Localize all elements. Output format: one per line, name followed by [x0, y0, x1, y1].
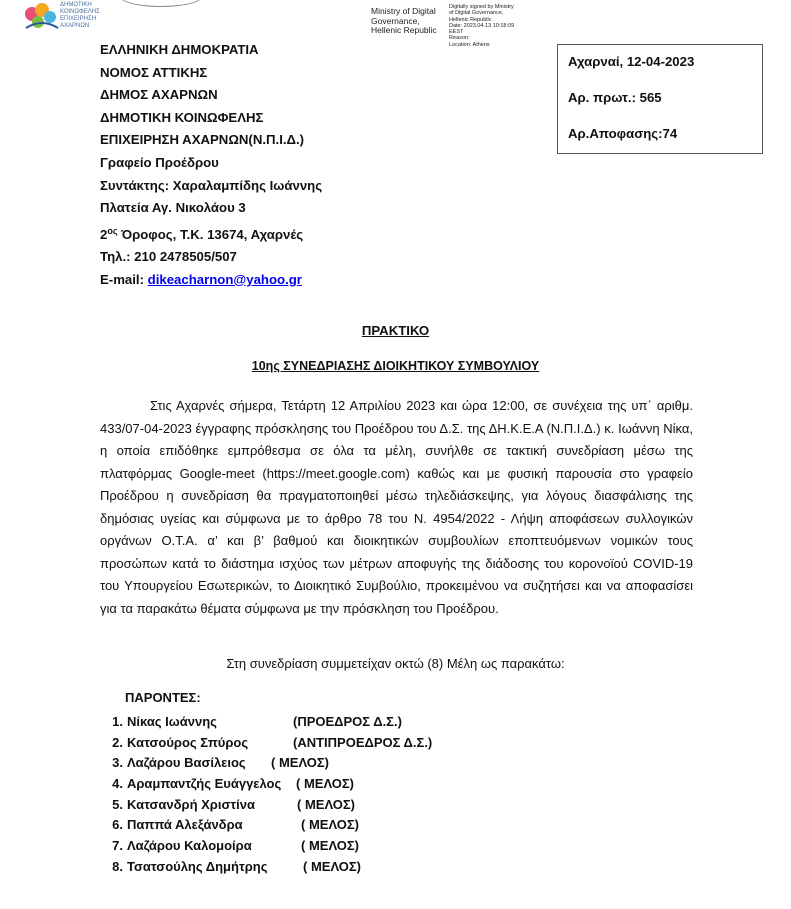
member-name: Κατσούρος Σπύρος: [127, 734, 249, 750]
member-number: 1.: [112, 714, 123, 729]
member-role: ( ΜΕΛΟΣ): [301, 838, 360, 854]
member-role: ( ΜΕΛΟΣ): [301, 817, 360, 833]
logo-caption-line: ΑΧΑΡΝΩΝ: [60, 23, 90, 29]
signature-line: Hellenic Republic: [371, 25, 437, 35]
floor-number: 2: [100, 226, 108, 242]
header-line: Πλατεία Αγ. Νικολάου 3: [100, 200, 246, 216]
decorative-curve: [120, 0, 202, 7]
sender-header: [100, 39, 322, 292]
member-role: (ΠΡΟΕΔΡΟΣ Δ.Σ.): [293, 714, 402, 729]
member-role: (ΑΝΤΙΠΡΟΕΔΡΟΣ Δ.Σ.): [293, 734, 433, 750]
member-number: 4.: [112, 776, 123, 792]
email-label: E-mail:: [100, 271, 148, 287]
document-title: ΠΡΑΚΤΙΚΟ: [361, 323, 430, 338]
header-email: [100, 269, 322, 292]
member-number: 8.: [112, 858, 123, 874]
member-role: ( ΜΕΛΟΣ): [271, 755, 330, 771]
floor-superscript: ος: [107, 225, 118, 236]
reference-box: [557, 44, 763, 154]
digital-signature-details: [449, 4, 514, 48]
signature-line: Governance,: [371, 15, 420, 26]
attendance-line: Στη συνεδρίαση συμμετείχαν οκτώ (8) Μέλη ως παρακάτω:: [226, 656, 565, 671]
member-name: Λαζάρου Καλομοίρα: [127, 838, 252, 854]
digital-signature-issuer: [371, 7, 437, 36]
member-role: ( ΜΕΛΟΣ): [303, 858, 362, 874]
decision-number: Αρ.Αποφασης:74: [568, 126, 678, 141]
logo-caption-line: ΔΗΜΟΤΙΚΗ: [60, 2, 92, 8]
email-link[interactable]: dikeacharnon@yahoo.gr: [147, 271, 302, 287]
header-line: Γραφείο Προέδρου: [100, 154, 219, 170]
member-role: ( ΜΕΛΟΣ): [297, 796, 356, 812]
member-name: Κατσανδρή Χριστίνα: [127, 796, 255, 812]
signature-detail-line: Reason:: [449, 35, 470, 42]
signature-detail-line: Digitally signed by Ministry: [449, 4, 514, 10]
member-number: 7.: [112, 838, 123, 854]
member-name: Νίκας Ιωάννης: [127, 714, 217, 729]
header-line: ΝΟΜΟΣ ΑΤΤΙΚΗΣ: [100, 64, 208, 80]
logo-caption: [60, 2, 100, 30]
signature-detail-line: of Digital Governance,: [449, 10, 504, 17]
minutes-paragraph: Στις Αχαρνές σήμερα, Τετάρτη 12 Απριλίου 2023 και ώρα 12:00, σε συνέχεια της υπ΄ αριθμ. 433/07-04-2023 έγγραφης πρόσκλησης του Προέδρου του Δ.Σ. της ΔΗ.Κ.Ε.Α (Ν.Π.Ι.Δ.) κ. Ιωάννη Νίκα, η οποία επιδόθηκε εμπρόθεσμα σε όλα τα μέλη, συνήλθε σε τακτική συνεδρίαση μέσω της πλατφόρμας Google-meet (https://meet.google.com) καθώς και με φυσική παρουσία στο γραφείο Προέδρου η συνεδρίαση θα πραγματοποιηθεί μέσω τηλεδιάσκεψης, για λόγους διασφάλισης της δημόσιας υγείας και σύμφωνα με το άρθρο 78 του Ν. 4954/2022 - Λήψη αποφάσεων συλλογικών οργάνων Ο.Τ.Α. α’ και β’ βαθμού και διοικητικών συμβουλίων εποπτευόμενων νομικών τους προσώπων κατά το διάστημα ισχύος των μέτρων αποφυγής της διάδοσης του κορονοϊού COVID-19 του Υπουργείου Εσωτερικών, το Διοικητικό Συμβούλιο, προκειμένου να συζητήσει και να αποφασίσει για τα παρακάτω θέματα σύμφωνα με την πρόσκληση του Προέδρου.: [100, 398, 693, 616]
signature-detail-line: Location: Athens: [449, 41, 490, 48]
header-line: ΔΗΜΟΣ ΑΧΑΡΝΩΝ: [100, 87, 218, 103]
signature-detail-line: EEST: [449, 29, 464, 36]
member-number: 5.: [112, 796, 123, 812]
logo-caption-line: ΕΠΙΧΕΙΡΗΣΗ: [60, 16, 97, 22]
signature-line: Ministry of Digital: [371, 6, 436, 16]
header-line: ΕΠΙΧΕΙΡΗΣΗ ΑΧΑΡΝΩΝ(Ν.Π.Ι.Δ.): [100, 132, 305, 148]
member-number: 6.: [112, 817, 123, 833]
document-date: Αχαρναί, 12-04-2023: [568, 54, 695, 69]
member-name: Τσατσούλης Δημήτρης: [127, 858, 268, 874]
member-number: 2.: [112, 734, 123, 750]
protocol-number: Αρ. πρωτ.: 565: [568, 90, 662, 105]
signature-detail-line: Hellenic Republic: [449, 16, 492, 23]
logo-caption-line: ΚΟΙΝΩΦΕΛΗΣ: [60, 9, 100, 15]
header-line: ΔΗΜΟΤΙΚΗ ΚΟΙΝΩΦΕΛΗΣ: [100, 109, 264, 125]
header-line: Συντάκτης: Χαραλαμπίδης Ιωάννης: [100, 177, 323, 193]
document-subtitle: 10ης ΣΥΝΕΔΡΙΑΣΗΣ ΔΙΟΙΚΗΤΙΚΟΥ ΣΥΜΒΟΥΛΙΟΥ: [251, 359, 540, 373]
signature-detail-line: Date: 2023.04.13 10:18:09: [449, 22, 515, 29]
member-name: Παππά Αλεξάνδρα: [127, 817, 243, 833]
municipality-logo-icon: [22, 0, 62, 32]
header-address-floor: [100, 220, 322, 247]
member-role: ( ΜΕΛΟΣ): [296, 776, 355, 792]
member-name: Λαζάρου Βασίλειος: [127, 755, 246, 771]
present-label: ΠΑΡΟΝΤΕΣ:: [125, 690, 201, 705]
member-name: Αραμπαντζής Ευάγγελος: [127, 776, 282, 792]
header-line: ΕΛΛΗΝΙΚΗ ΔΗΜΟΚΡΑΤΙΑ: [100, 42, 259, 57]
header-phone: Τηλ.: 210 2478505/507: [100, 249, 237, 265]
member-number: 3.: [112, 755, 123, 771]
floor-address: Όροφος, Τ.Κ. 13674, Αχαρνές: [117, 226, 304, 242]
